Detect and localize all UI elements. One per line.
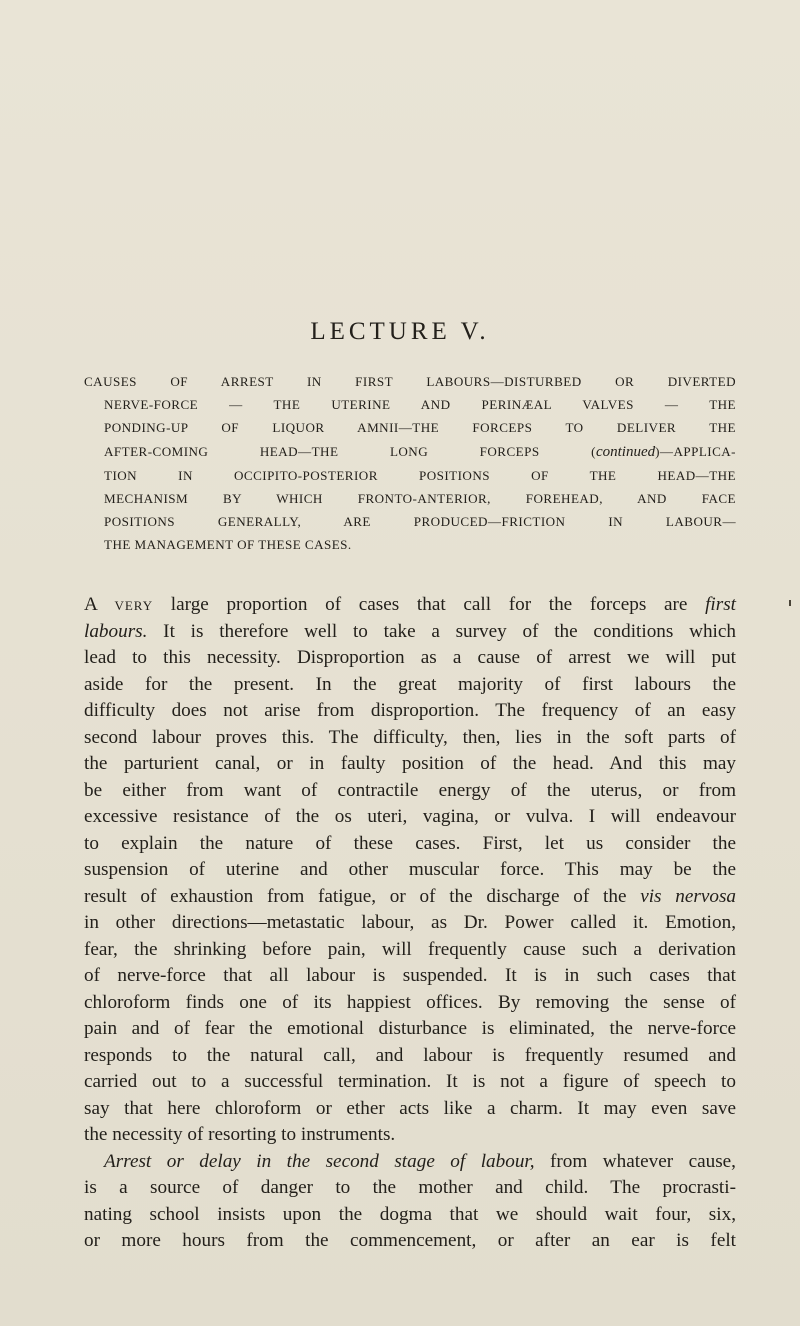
body-line: the necessity of resorting to instruments. [84, 1124, 396, 1145]
body-line: to explain the nature of these cases. First, let us consider the [84, 832, 736, 854]
body-line [84, 1149, 736, 1176]
margin-mark [789, 600, 791, 606]
body-line: suspension of uterine and other muscular force. This may be the [84, 859, 736, 880]
summary-line: PONDING-UP OF LIQUOR AMNII—THE FORCEPS TO DELIVER THE [104, 420, 736, 436]
summary-line: MECHANISM BY WHICH FRONTO-ANTERIOR, FOREHEAD, AND FACE [104, 491, 736, 507]
summary-line: TION IN OCCIPITO-POSTERIOR POSITIONS OF THE HEAD—THE [104, 467, 736, 483]
small-caps-text: very [114, 594, 154, 615]
italic-text: vis nervosa [640, 885, 736, 907]
summary-italic: continued [595, 443, 656, 460]
body-line: aside for the present. In the great majority of first labours the [84, 673, 736, 695]
body-line: pain and of fear the emotional disturbance is eliminated, the nerve-force [84, 1018, 736, 1039]
body-text: from whatever cause, [534, 1150, 736, 1172]
body-line: carried out to a successful termination. It is not a figure of speech to [84, 1071, 736, 1092]
body-line: fear, the shrinking before pain, will frequently cause such a derivation [84, 938, 736, 960]
body-line: difficulty does not arise from disproportion. The frequency of an easy [84, 700, 736, 721]
body-line: or more hours from the commencement, or after an ear is felt [84, 1230, 736, 1251]
summary-text: AFTER-COMING HEAD—THE LONG FORCEPS ( [104, 443, 596, 459]
body-text: It is therefore well to take a survey of the conditions which [147, 620, 736, 642]
body-text: result of exhaustion from fatigue, or of the discharge of the [84, 885, 641, 907]
body-line: responds to the natural call, and labour is frequently resumed and [84, 1044, 736, 1066]
body-line [84, 884, 736, 911]
body-line: say that here chloroform or ether acts like a charm. It may even save [84, 1097, 736, 1119]
body-line: the parturient canal, or in faulty position of the head. And this may [84, 753, 736, 774]
summary-line: POSITIONS GENERALLY, ARE PRODUCED—FRICTION IN LABOUR— [104, 514, 736, 530]
body-line [84, 592, 736, 619]
body-line: is a source of danger to the mother and child. The procrasti- [84, 1177, 736, 1198]
body-line: second labour proves this. The difficulty, then, lies in the soft parts of [84, 726, 736, 748]
body-text: A [84, 594, 115, 615]
summary-line: NERVE-FORCE — THE UTERINE AND PERINÆAL VALVES — THE [104, 397, 736, 413]
italic-text: first [705, 594, 736, 615]
chapter-summary [84, 370, 736, 557]
body-line: lead to this necessity. Disproportion as a cause of arrest we will put [84, 647, 736, 668]
body-text: large proportion of cases that call for the forceps are [153, 594, 706, 615]
lecture-heading: LECTURE V. [310, 318, 490, 345]
body-line: be either from want of contractile energy of the uterus, or from [84, 779, 736, 801]
body-line: of nerve-force that all labour is suspended. It is in such cases that [84, 965, 736, 986]
summary-line: CAUSES OF ARREST IN FIRST LABOURS—DISTURBED OR DIVERTED [84, 374, 736, 389]
body-line: nating school insists upon the dogma that we should wait four, six, [84, 1203, 736, 1225]
summary-text: )—APPLICA- [655, 443, 736, 459]
body-line [84, 619, 736, 646]
italic-text: labours. [84, 620, 148, 642]
italic-text: Arrest or delay in the second stage of labour, [104, 1150, 535, 1172]
summary-line [84, 440, 736, 464]
body-line: in other directions—metastatic labour, as Dr. Power called it. Emotion, [84, 912, 736, 933]
body-line: chloroform finds one of its happiest offices. By removing the sense of [84, 991, 736, 1013]
summary-line: THE MANAGEMENT OF THESE CASES. [104, 537, 352, 553]
body-text [84, 592, 736, 1255]
body-line: excessive resistance of the os uteri, vagina, or vulva. I will endeavour [84, 806, 736, 827]
